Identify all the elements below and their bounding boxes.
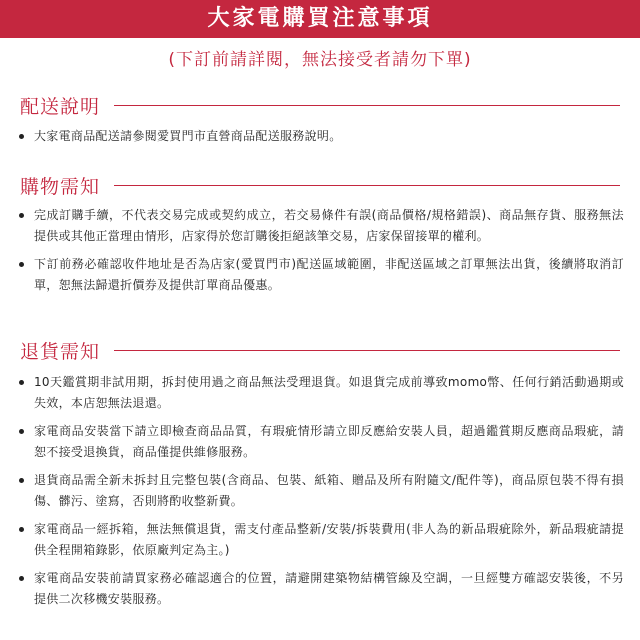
bullet-icon xyxy=(19,527,24,532)
list-item-text: 退貨商品需全新未拆封且完整包裝(含商品、包裝、紙箱、贈品及所有附隨文/配件等)，商品原包裝不得有損傷、髒污、塗寫，否則將酌收整新費。 xyxy=(34,473,624,508)
bullet-icon xyxy=(19,576,24,581)
return-list xyxy=(18,372,624,610)
list-item-text: 10天鑑賞期非試用期，拆封使用過之商品無法受理退貨。如退貨完成前導致momo幣、任何行銷活動過期或失效，本店恕無法退還。 xyxy=(34,375,624,410)
bullet-icon xyxy=(19,429,24,434)
list-item xyxy=(18,568,624,610)
delivery-list xyxy=(18,126,624,147)
page-title: 大家電購買注意事項 xyxy=(207,6,433,31)
bullet-icon xyxy=(19,134,24,139)
section-divider xyxy=(114,105,620,106)
page-title-banner xyxy=(0,0,640,38)
list-item-text: 完成訂購手續，不代表交易完成或契約成立，若交易條件有誤(商品價格/規格錯誤)、商品無存貨、服務無法提供或其他正當理由情形，店家得於您訂購後拒絕該筆交易，店家保留接單的權利。 xyxy=(34,208,624,243)
list-item xyxy=(18,372,624,414)
shopping-list xyxy=(18,205,624,296)
list-item xyxy=(18,254,624,296)
bullet-icon xyxy=(19,380,24,385)
section-title-delivery: 配送說明 xyxy=(20,95,101,118)
section-divider xyxy=(114,350,620,351)
section-header-delivery xyxy=(20,90,620,120)
list-item xyxy=(18,126,624,147)
section-title-return: 退貨需知 xyxy=(20,340,101,363)
page-subtitle: (下訂前請詳閱，無法接受者請勿下單) xyxy=(168,50,472,70)
bullet-icon xyxy=(19,262,24,267)
list-item-text: 家電商品安裝當下請立即檢查商品品質，有瑕疵情形請立即反應給安裝人員，超過鑑賞期反應商品瑕疵，請恕不接受退換貨，商品僅提供維修服務。 xyxy=(34,424,624,459)
list-item-text: 下訂前務必確認收件地址是否為店家(愛買門市)配送區域範圍，非配送區域之訂單無法出貨，後續將取消訂單，恕無法歸還折價券及提供訂單商品優惠。 xyxy=(34,257,624,292)
list-item xyxy=(18,205,624,247)
list-item xyxy=(18,470,624,512)
section-divider xyxy=(114,185,620,186)
list-item-text: 大家電商品配送請參閱愛買門市直營商品配送服務說明。 xyxy=(34,129,342,143)
section-title-shopping: 購物需知 xyxy=(20,175,101,198)
section-header-return xyxy=(20,335,620,365)
list-item xyxy=(18,519,624,561)
list-item xyxy=(18,421,624,463)
list-item-text: 家電商品安裝前請買家務必確認適合的位置，請避開建築物結構管線及空調，一旦經雙方確認安裝後，不另提供二次移機安裝服務。 xyxy=(34,571,624,606)
bullet-icon xyxy=(19,478,24,483)
list-item-text: 家電商品一經拆箱，無法無償退貨，需支付產品整新/安裝/拆裝費用(非人為的新品瑕疵除外，新品瑕疵請提供全程開箱錄影，依原廠判定為主。) xyxy=(34,522,624,557)
section-header-shopping xyxy=(20,170,620,200)
bullet-icon xyxy=(19,213,24,218)
